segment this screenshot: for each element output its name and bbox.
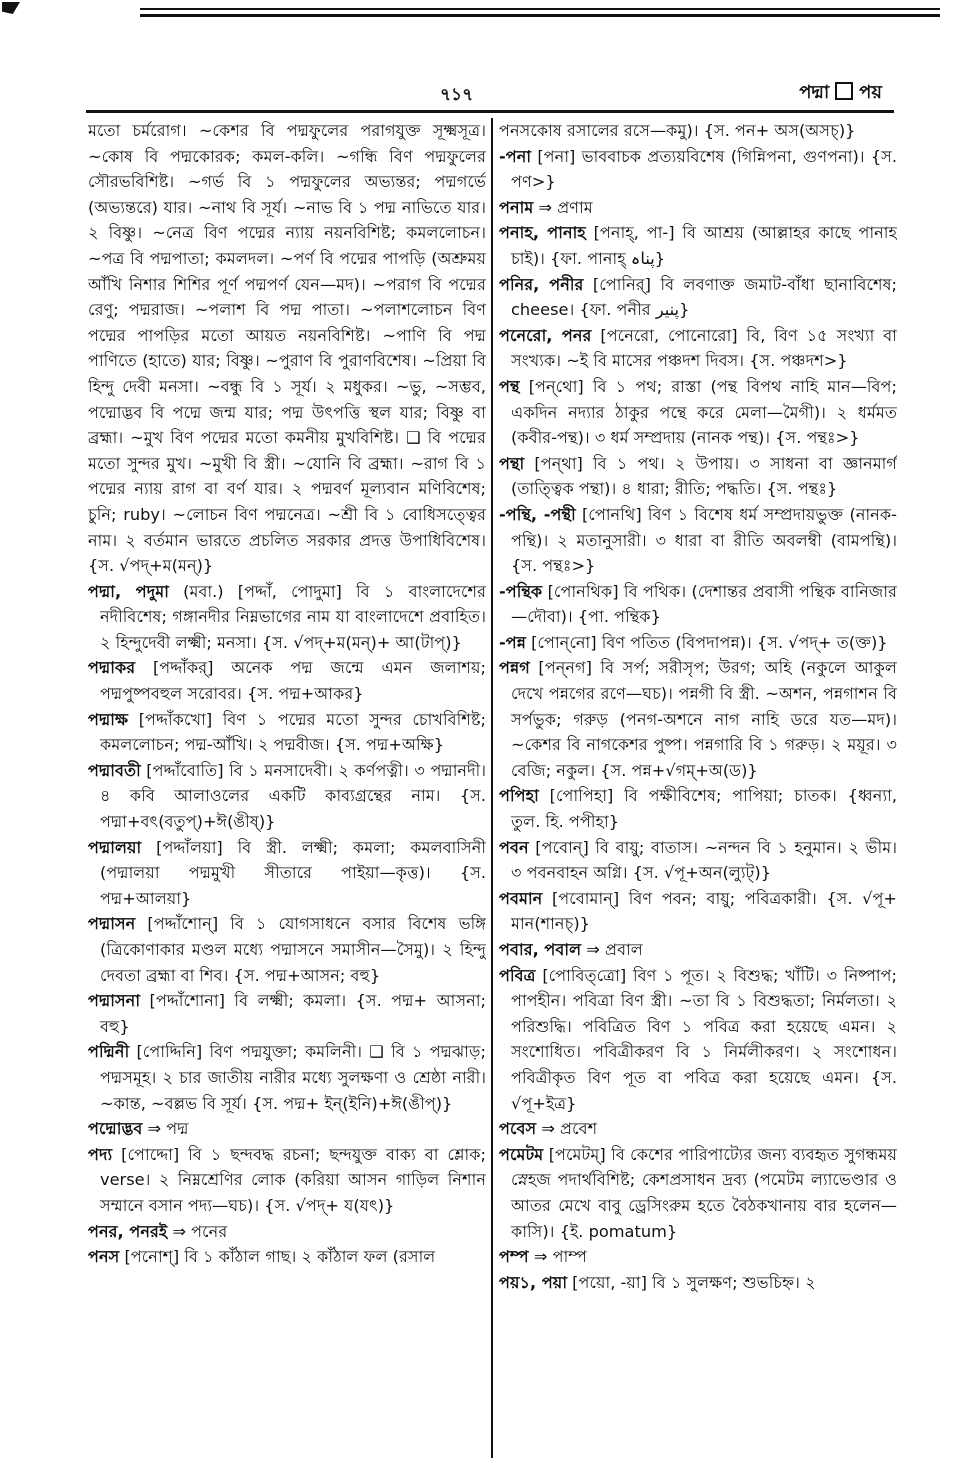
entry-headword: পনাম	[499, 197, 534, 217]
entry-definition: ⇒ পাম্প	[528, 1247, 588, 1267]
entry-headword: পপিহা	[499, 786, 539, 806]
dictionary-entry	[499, 655, 897, 783]
dictionary-entry	[88, 1219, 486, 1245]
entry-headword: পন্নগ	[499, 658, 530, 678]
dictionary-entry	[88, 988, 486, 1039]
dictionary-entry	[499, 1270, 897, 1296]
entry-definition: ⇒ পনের	[167, 1221, 228, 1241]
dictionary-entry	[88, 655, 486, 706]
entry-headword: পদ্মা, পদুমা	[88, 581, 169, 601]
entry-definition: ⇒ প্রণাম	[533, 197, 593, 217]
corner-mark	[2, 2, 20, 14]
dictionary-entry	[499, 374, 897, 451]
dictionary-entry	[499, 220, 897, 271]
entry-headword: পবন	[499, 837, 529, 857]
entry-definition: [পমেটম্] বি কেশের পারিপাট্যের জন্য ব্যবহৃত সুগন্ধময় স্নেহজ পদার্থবিশিষ্ট; কেশপ্রসাধন দ্রব্য (পমেটম ল্যাভেণ্ডার ও আতর মেখে বাবু ড্রেসিংরুম হতে বৈঠকখানায় বার হলেন—কাসি)। {ই. pomatum}	[511, 1144, 897, 1241]
dictionary-entry	[88, 1116, 486, 1142]
entry-definition: [পবোমান্] বিণ পবন; বায়ু; পবিত্রকারী। {স. √পূ+ মান(শানচ্)}	[511, 888, 897, 934]
dictionary-entry	[499, 323, 897, 374]
entry-definition: [পোপিহা] বি পক্ষীবিশেষ; পাপিয়া; চাতক। {ধ্বন্যা, তুল. হি. পপীহা}	[511, 786, 897, 832]
dictionary-entry	[499, 451, 897, 502]
right-column	[499, 118, 897, 1463]
dictionary-entry	[499, 144, 897, 195]
entry-definition: [পোনথি] বিণ ১ বিশেষ ধর্ম সম্প্রদায়ভুক্ত (নানক-পন্থি)। ২ মতানুসারী। ৩ ধারা বা রীতি অবলম্বী (বামপন্থি)। {স. পন্থঃ>}	[511, 504, 897, 576]
entry-definition: [পোন্‌নো] বিণ পতিত (বিপদাপন্ন)। {স. √পদ্+ ত(ক্ত)}	[525, 632, 888, 652]
entry-definition: পনসকোষ রসালের রসে—কমু)। {স. পন+ অস(অসচ্)}	[499, 121, 856, 140]
dictionary-entry	[499, 630, 897, 656]
entry-headword: পনেরো, পনর	[499, 325, 592, 345]
dictionary-entry	[88, 1039, 486, 1116]
entry-headword: পনস	[88, 1247, 120, 1267]
dictionary-entry	[499, 1244, 897, 1270]
entry-headword: পদ্মাসন	[88, 914, 136, 934]
entry-headword: পদ্মাসনা	[88, 991, 141, 1011]
entry-definition: [পদ্দাঁকখো] বিণ ১ পদ্মের মতো সুন্দর চোখবিশিষ্ট; কমললোচন; পদ্ম-আঁখি। ২ পদ্মবীজ। {স. পদ্ম+অক্ষি}	[100, 709, 486, 755]
entry-headword: পদ্মাবতী	[88, 760, 141, 780]
dictionary-entry	[88, 118, 486, 579]
entry-headword: পদ্য	[88, 1144, 113, 1164]
dictionary-entry	[88, 911, 486, 988]
entry-headword: -পন্থি, -পন্থী	[499, 504, 576, 524]
entry-headword: পম্প	[499, 1247, 529, 1267]
dictionary-entry	[499, 118, 897, 144]
dictionary-entry	[88, 707, 486, 758]
dictionary-entry	[499, 783, 897, 834]
dictionary-entry	[88, 835, 486, 912]
dictionary-entry	[499, 272, 897, 323]
entry-definition: [পদ্দাঁলয়া] বি স্ত্রী. লক্ষ্মী; কমলা; কমলবাসিনী (পদ্মালয়া পদ্মমুখী সীতারে পাইয়া—কৃত্ত)। {স. পদ্ম+আলয়া}	[100, 837, 486, 908]
dictionary-entry	[499, 195, 897, 221]
dictionary-entry	[499, 1142, 897, 1244]
entry-definition: (মবা.) [পদ্দাঁ, পোদুমা] বি ১ বাংলাদেশের নদীবিশেষ; গঙ্গানদীর নিম্নভাগের নাম যা বাংলাদেশে প্রবাহিত। ২ হিন্দুদেবী লক্ষ্মী; মনসা। {স. √পদ্+ম(মন্)+ আ(টাপ্)}	[100, 581, 486, 652]
entry-definition: [পনোশ্] বি ১ কাঁঠাল গাছ। ২ কাঁঠাল ফল (রসাল	[119, 1247, 436, 1267]
guide-word-first: পদ্মা	[799, 82, 830, 103]
dictionary-entry	[88, 1244, 486, 1270]
entry-definition: [পয়ো, -য়া] বি ১ সুলক্ষণ; শুভচিহ্ন। ২	[567, 1272, 816, 1292]
entry-definition: ⇒ প্রবেশ	[536, 1119, 598, 1139]
entry-definition: [পন্‌থো] বি ১ পথ; রাস্তা (পন্থ বিপথ নাহি মান—বিপ; একদিন নদ্যার ঠাকুর পন্থে করে মেলা—মৈগী)। ২ ধর্মমত (কবীর-পন্থ)। ৩ ধর্ম সম্প্রদায় (নানক পন্থ)। {স. পন্থঃ>}	[511, 376, 897, 448]
entry-definition: [পন্‌থা] বি ১ পথ। ২ উপায়। ৩ সাধনা বা জ্ঞানমার্গ (তাত্ত্বিক পন্থা)। ৪ ধারা; রীতি; পদ্ধতি। {স. পন্থঃ}	[511, 453, 897, 499]
left-column	[88, 118, 486, 1463]
header-rule	[86, 110, 894, 113]
entry-headword: পবেস	[499, 1119, 537, 1139]
entry-headword: পমেটম	[499, 1144, 544, 1164]
dictionary-entry	[499, 963, 897, 1117]
dictionary-entry	[499, 937, 897, 963]
entry-definition: [পোবিত্‌ত্রো] বিণ ১ পূত। ২ বিশুদ্ধ; খাঁটি। ৩ নিষ্পাপ; পাপহীন। পবিত্রা বিণ স্ত্রী। ~তা বি ১ বিশুদ্ধতা; নির্মলতা। ২ পরিশুদ্ধি। পবিত্রিত বিণ ১ পবিত্র করা হয়েছে এমন। ২ সংশোধিত। পবিত্রীকরণ বি ১ নির্মলীকরণ। ২ সংশোধন। পবিত্রীকৃত বিণ পূত বা পবিত্র করা হয়েছে এমন। {স. √পূ+ইত্র}	[511, 965, 897, 1113]
entry-definition: [পোনথিক] বি পথিক। (দেশান্তর প্রবাসী পন্থিক বানিজার—দৌবা)। {পা. পন্থিক}	[511, 581, 897, 627]
guide-words	[799, 78, 882, 109]
entry-definition: [পোদ্দো] বি ১ ছন্দবদ্ধ রচনা; ছন্দযুক্ত বাক্য বা শ্লোক; verse। ২ নিম্নশ্রেণির লোক (করিয়া আসন গাড়িল নিশান সম্মানে বসান পদ্য—ঘচ)। {স. √পদ্+ য(যৎ)}	[100, 1144, 486, 1215]
entry-headword: পদ্মাক্ষ	[88, 709, 129, 729]
dictionary-entry	[499, 886, 897, 937]
entry-definition: [পনা] ভাববাচক প্রত্যয়বিশেষ (গিন্নিপনা, গুণপনা)। {স. পণ>}	[511, 146, 897, 192]
guide-word-last: পয়	[859, 82, 882, 103]
separator-box-icon	[835, 82, 853, 100]
dictionary-entry	[88, 758, 486, 835]
dictionary-entry	[88, 579, 486, 656]
entry-headword: পন্থ	[499, 376, 520, 396]
entry-definition: [পোনির্] বি লবণাক্ত জমাট-বাঁধা ছানাবিশেষ; cheese। {ফা. পনীর پنیر}	[511, 274, 897, 320]
entry-headword: পবমান	[499, 888, 543, 908]
entry-headword: পদ্মালয়া	[88, 837, 142, 857]
entry-definition: মতো চর্মরোগ। ~কেশর বি পদ্মফুলের পরাগযুক্ত সূক্ষ্মসূত্র। ~কোষ বি পদ্মকোরক; কমল-কলি। ~গন্ধি বিণ পদ্মফুলের সৌরভবিশিষ্ট। ~গর্ভ বি ১ পদ্মফুলের অভ্যন্তর; পদ্মগর্ভে (অভ্যন্তরে) যার। ~নাথ বি সূর্য। ~নাভ বি ১ পদ্ম নাভিতে যার। ২ বিষ্ণু। ~নেত্র বিণ পদ্মের ন্যায় নয়নবিশিষ্ট; কমললোচন। ~পত্র বি পদ্মপাতা; কমলদল। ~পর্ণ বি পদ্মের পাপড়ি (অশ্রুময় আঁখি নিশার শিশির পূর্ণ পদ্মপর্ণ যেন—মদ)। ~পরাগ বি পদ্মের রেণু; পদ্মরাজ। ~পলাশ বি পদ্ম পাতা। ~পলাশলোচন বিণ পদ্মের পাপড়ির মতো আয়ত নয়নবিশিষ্ট। ~পাণি বি পদ্ম পাণিতে (হাতে) যার; বিষ্ণু। ~পুরাণ বি পুরাণবিশেষ। ~প্রিয়া বি হিন্দু দেবী মনসা। ~বন্ধু বি ১ সূর্য। ২ মধুকর। ~ভু, ~সম্ভব, পদ্মোদ্ভব বি পদ্মে জন্ম যার; পদ্ম উৎপত্তি স্থল যার; বিষ্ণু বা ব্রহ্মা। ~মুখ বিণ পদ্মের মতো কমনীয় মুখবিশিষ্ট। ❑ বি পদ্মের মতো সুন্দর মুখ। ~মুখী বি স্ত্রী। ~যোনি বি ব্রহ্মা। ~রাগ বি ১ পদ্মের ন্যায় রাগ বা বর্ণ যার। ২ পদ্মবর্ণ মূল্যবান মণিবিশেষ; চুনি; ruby। ~লোচন বিণ পদ্মনেত্র। ~শ্রী বি ১ বোধিসত্ত্বের নাম। ২ বর্তমান ভারতে প্রচলিত সরকার প্রদত্ত উপাধিবিশেষ। {স. √পদ্+ম(মন্)}	[88, 121, 486, 576]
entry-headword: পনির, পনীর	[499, 274, 584, 294]
entry-definition: [পনাহ্, পা-] বি আশ্রয় (আল্লাহর কাছে পানাহ চাই)। {ফা. পানাহ্ پناہ}	[511, 223, 897, 268]
dictionary-entry	[499, 1116, 897, 1142]
entry-definition: [পন্‌নগ] বি সর্প; সরীসৃপ; উরগ; অহি (নকুলে আকুল দেখে পন্নগের রণে—ঘচ)। পন্নগী বি স্ত্রী. ~অশন, পন্নগাশন বি সর্পভুক; গরুড় (পনগ-অশনে নাগ নাহি ডরে যত—মদ)। ~কেশর বি নাগকেশর পুষ্প। পন্নগারি বি ১ গরুড়। ২ ময়ূর। ৩ বেজি; নকুল। {স. পন্ন+√গম্+অ(ড)}	[511, 658, 897, 780]
dictionary-entry	[499, 579, 897, 630]
entry-definition: ⇒ পদ্ম	[142, 1119, 189, 1139]
entry-definition: [পদ্দাঁবোতি] বি ১ মনসাদেবী। ২ কর্ণপত্নী। ৩ পদ্মানদী। ৪ কবি আলাওলের একটি কাব্যগ্রন্থের নাম। {স. পদ্মা+বৎ(বতুপ্)+ঈ(ঙীষ্)}	[100, 760, 486, 832]
dictionary-entry	[499, 835, 897, 886]
entry-headword: পদ্মিনী	[88, 1042, 130, 1062]
entry-headword: পন্থা	[499, 453, 525, 473]
entry-headword: -পন্ন	[499, 632, 526, 652]
entry-headword: পবার, পবাল	[499, 940, 582, 959]
entry-headword: পদ্মোদ্ভব	[88, 1119, 143, 1139]
entry-headword: পনর, পনরই	[88, 1221, 168, 1241]
dictionary-entry	[499, 502, 897, 579]
entry-headword: -পনা	[499, 146, 532, 166]
column-divider	[491, 118, 493, 1458]
entry-headword: পবিত্র	[499, 965, 536, 985]
entry-definition: ⇒ প্রবাল	[581, 940, 643, 959]
entry-definition: [পবোন্] বি বায়ু; বাতাস। ~নন্দন বি ১ হনুমান। ২ ভীম। ৩ পবনবাহন অগ্নি। {স. √পূ+অন(ল্যুট্)}	[511, 837, 897, 883]
top-border	[140, 8, 940, 20]
entry-definition: [পোদ্দিনি] বিণ পদ্মযুক্তা; কমলিনী। ❑ বি ১ পদ্মঝাড়; পদ্মসমূহ। ২ চার জাতীয় নারীর মধ্যে সুলক্ষণা ও শ্রেষ্ঠা নারী। ~কান্ত, ~বল্লভ বি সূর্য। {স. পদ্ম+ ইন্(ইনি)+ঈ(ঙীপ্)}	[100, 1042, 486, 1113]
entry-headword: -পন্থিক	[499, 581, 543, 601]
dictionary-entry	[88, 1142, 486, 1219]
entry-definition: [পদ্দাঁকর্] অনেক পদ্ম জন্মে এমন জলাশয়; পদ্মপুষ্পবহুল সরোবর। {স. পদ্ম+আকর}	[100, 658, 486, 704]
entry-definition: [পদ্দাঁশোনা] বি লক্ষ্মী; কমলা। {স. পদ্ম+ আসনা; বহু}	[100, 991, 486, 1036]
entry-headword: পনাহ, পানাহ	[499, 223, 586, 243]
entry-definition: [পনেরো, পোনোরো] বি, বিণ ১৫ সংখ্যা বা সংখ্যক। ~ই বি মাসের পঞ্চদশ দিবস। {স. পঞ্চদশ>}	[511, 325, 897, 371]
entry-headword: পয়১, পয়া	[499, 1272, 568, 1292]
entry-headword: পদ্মাকর	[88, 658, 136, 678]
page-number: ৭১৭	[440, 85, 474, 105]
entry-definition: [পদ্দাঁশোন্] বি ১ যোগসাধনে বসার বিশেষ ভঙ্গি (ত্রিকোণাকার মণ্ডল মধ্যে পদ্মাসনে সমাসীন—সৈমু)। ২ হিন্দু দেবতা ব্রহ্মা বা শিব। {স. পদ্ম+আসন; বহু}	[100, 914, 486, 985]
